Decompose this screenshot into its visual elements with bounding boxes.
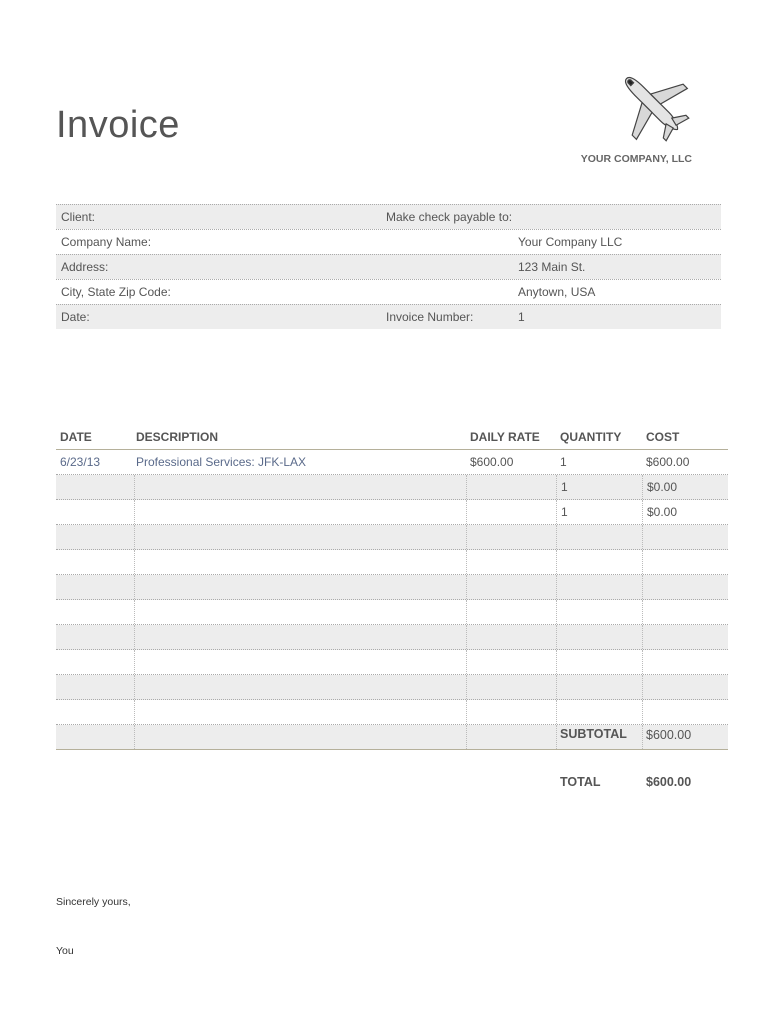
cell-description (134, 575, 467, 599)
cell-daily-rate (466, 575, 561, 599)
cell-cost (642, 575, 733, 599)
info-row (56, 254, 721, 279)
cell-quantity (556, 525, 647, 549)
table-row (56, 700, 728, 725)
table-row (56, 600, 728, 625)
cell-date: 6/23/13 (60, 455, 101, 469)
cell-quantity (556, 575, 647, 599)
info-label: City, State Zip Code: (61, 285, 171, 299)
info-label: Make check payable to: (386, 210, 513, 224)
cell-cost (642, 650, 733, 674)
cell-description (134, 625, 467, 649)
cell-cost: $0.00 (642, 475, 733, 499)
header-quantity: QUANTITY (560, 430, 622, 444)
header-description: DESCRIPTION (136, 430, 219, 444)
cell-date (56, 700, 138, 724)
cell-date (56, 600, 138, 624)
info-row (56, 229, 721, 254)
cell-quantity: 1 (556, 475, 647, 499)
table-row (56, 675, 728, 700)
company-name: YOUR COMPANY, LLC (580, 153, 692, 165)
table-row (56, 650, 728, 675)
info-label: Date: (61, 310, 90, 324)
cell-description (134, 650, 467, 674)
cell-date (56, 725, 138, 749)
cell-daily-rate: $600.00 (470, 455, 514, 469)
cell-quantity (556, 600, 647, 624)
cell-daily-rate (466, 500, 561, 524)
cell-description (134, 725, 467, 749)
cell-description (134, 600, 467, 624)
cell-date (56, 650, 138, 674)
info-value: 123 Main St. (518, 260, 586, 274)
info-label: Client: (61, 210, 96, 224)
total-label: TOTAL (560, 775, 601, 789)
cell-daily-rate (466, 700, 561, 724)
cell-daily-rate (466, 475, 561, 499)
cell-quantity: 1 (560, 455, 567, 469)
table-row (56, 525, 728, 550)
cell-date (56, 625, 138, 649)
table-row (56, 725, 728, 750)
table-row (56, 450, 728, 475)
cell-description (134, 675, 467, 699)
cell-cost (642, 625, 733, 649)
line-items-table (56, 426, 728, 750)
info-label: Invoice Number: (386, 310, 474, 324)
cell-description (134, 525, 467, 549)
info-label: Address: (61, 260, 109, 274)
cell-description (134, 550, 467, 574)
cell-date (56, 475, 138, 499)
info-value: Anytown, USA (518, 285, 596, 299)
cell-daily-rate (466, 625, 561, 649)
header-cost: COST (646, 430, 680, 444)
cell-quantity: 1 (556, 500, 647, 524)
info-label: Company Name: (61, 235, 152, 249)
client-info-block (56, 204, 721, 329)
info-row (56, 304, 721, 329)
table-header (56, 426, 728, 450)
total-value: $600.00 (646, 775, 692, 789)
cell-quantity (556, 625, 647, 649)
cell-daily-rate (466, 675, 561, 699)
signature: You (56, 945, 74, 957)
cell-cost: $0.00 (642, 500, 733, 524)
cell-date (56, 525, 138, 549)
cell-daily-rate (466, 525, 561, 549)
cell-description (134, 500, 467, 524)
cell-daily-rate (466, 725, 561, 749)
cell-quantity (556, 550, 647, 574)
cell-description (134, 700, 467, 724)
closing-salutation: Sincerely yours, (56, 896, 131, 908)
cell-quantity (556, 675, 647, 699)
cell-cost (642, 700, 733, 724)
cell-daily-rate (466, 600, 561, 624)
cell-quantity (556, 650, 647, 674)
cell-date (56, 575, 138, 599)
cell-description (134, 475, 467, 499)
cell-quantity (556, 700, 647, 724)
invoice-title: Invoice (56, 104, 180, 146)
table-row (56, 550, 728, 575)
table-row (56, 500, 728, 525)
table-row (56, 475, 728, 500)
table-row (56, 575, 728, 600)
header-date: DATE (60, 430, 92, 444)
subtotal-value: $600.00 (646, 728, 692, 742)
cell-cost (642, 675, 733, 699)
cell-date (56, 675, 138, 699)
cell-description: Professional Services: JFK-LAX (136, 455, 307, 469)
info-row (56, 204, 721, 229)
cell-date (56, 500, 138, 524)
info-value: 1 (518, 310, 525, 324)
subtotal-label: SUBTOTAL (560, 727, 627, 741)
cell-cost (642, 550, 733, 574)
cell-cost (642, 525, 733, 549)
cell-daily-rate (466, 550, 561, 574)
table-row (56, 625, 728, 650)
cell-cost: $600.00 (646, 455, 690, 469)
airplane-icon (610, 64, 694, 144)
cell-cost (642, 600, 733, 624)
info-value: Your Company LLC (518, 235, 623, 249)
header-daily-rate: DAILY RATE (470, 430, 540, 444)
cell-daily-rate (466, 650, 561, 674)
info-row (56, 279, 721, 304)
cell-date (56, 550, 138, 574)
